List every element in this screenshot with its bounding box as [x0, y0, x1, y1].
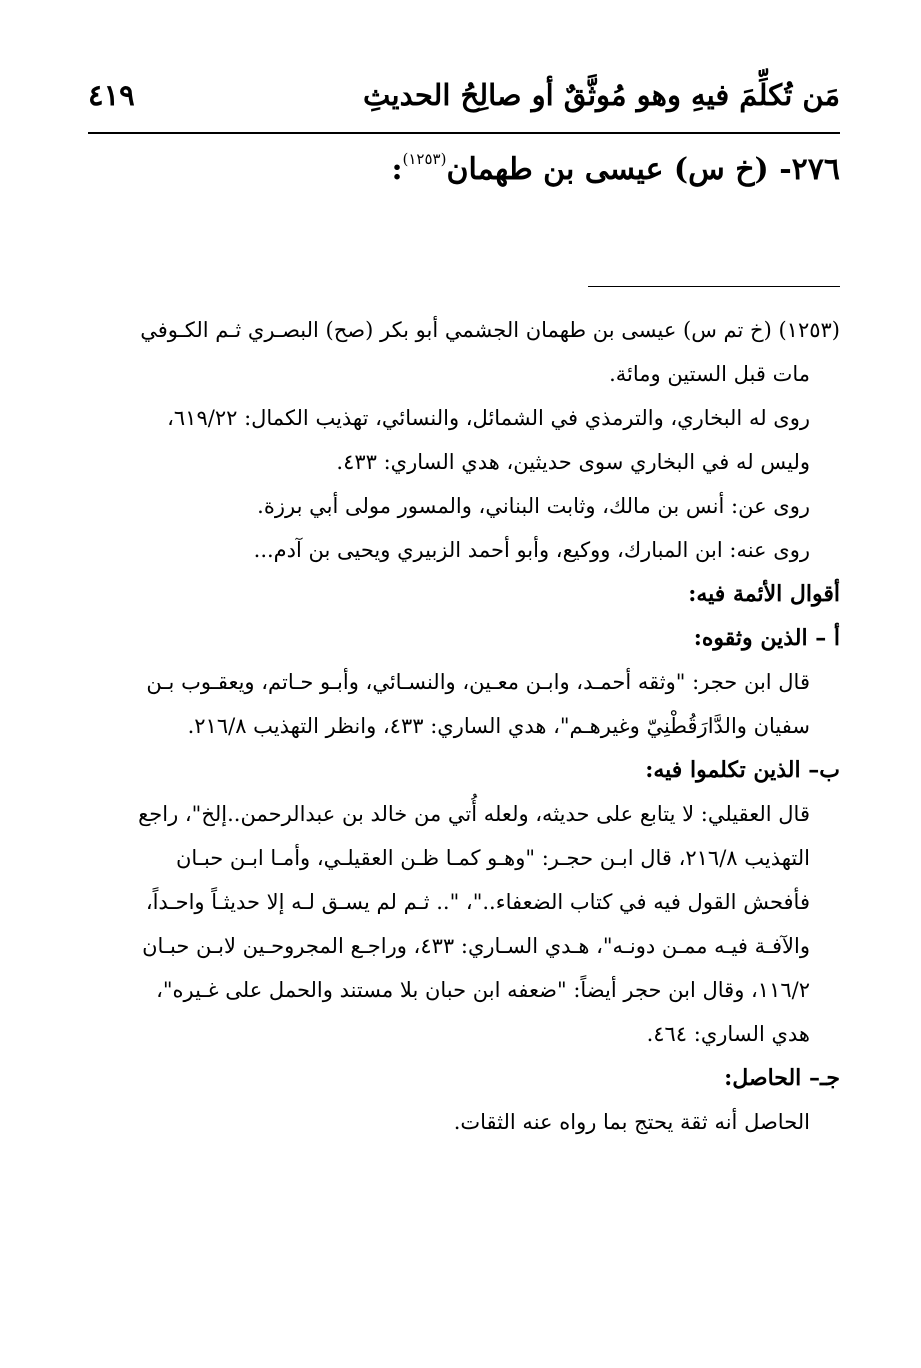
section-heading-imams: أقوال الأئمة فيه:	[688, 581, 840, 607]
entry-title-text: ٢٧٦- (خ س) عيسى بن طهمان	[446, 152, 840, 187]
footnote-body	[88, 308, 840, 1144]
section-b-line: فأفحش القول فيه في كتاب الضعفاء.."، ".. ثـم لم يسـق لـه إلا حديثـاً واحـداً،	[145, 890, 810, 914]
footnote-line: وليس له في البخاري سوى حديثين، هدي الساري: ٤٣٣.	[336, 450, 810, 474]
section-b-line: ١١٦/٢، وقال ابن حجر أيضاً: "ضعفه ابن حبان بلا مستند والحمل على غـيره"،	[156, 978, 810, 1002]
section-heading-b: ب– الذين تكلموا فيه:	[645, 757, 840, 783]
footnote-line: روى له البخاري، والترمذي في الشمائل، والنسائي، تهذيب الكمال: ٦١٩/٢٢،	[167, 406, 810, 430]
page-header	[88, 72, 840, 132]
footnote-line: (١٢٥٣) (خ تم س) عيسى بن طهمان الجشمي أبو بكر (صح) البصـري ثـم الكـوفي	[140, 318, 840, 342]
footnote-line: روى عن: أنس بن مالك، وثابت البناني، والمسور مولى أبي برزة.	[257, 494, 810, 518]
page-number: ٤١٩	[88, 78, 135, 112]
section-a-line: سفيان والدَّارَقُطْنِيّ وغيرهـم"، هدي الساري: ٤٣٣، وانظر التهذيب ٢١٦/٨.	[187, 714, 810, 738]
header-rule	[88, 132, 840, 134]
section-b-line: التهذيب ٢١٦/٨، قال ابـن حجـر: "وهـو كمـا ظـن العقيلـي، وأمـا ابـن حبـان	[175, 846, 810, 870]
entry-title-colon: :	[391, 152, 403, 187]
footnote-rule	[588, 286, 840, 287]
section-b-line: والآفـة فيـه ممـن دونـه"، هـدي السـاري: ٤٣٣، وراجـع المجروحـين لابـن حبـان	[142, 934, 810, 958]
section-heading-a: أ – الذين وثقوه:	[693, 625, 840, 651]
section-c-line: الحاصل أنه ثقة يحتج بما رواه عنه الثقات.	[453, 1110, 810, 1134]
entry-title	[88, 152, 840, 187]
section-b-line: هدي الساري: ٤٦٤.	[646, 1022, 810, 1046]
footnote-reference: (١٢٥٣)	[402, 150, 447, 168]
section-a-line: قال ابن حجر: "وثقه أحمـد، وابـن معـين، والنسـائي، وأبـو حـاتم، ويعقـوب بـن	[146, 670, 810, 694]
footnote-line: مات قبل الستين ومائة.	[609, 362, 810, 386]
section-b-line: قال العقيلي: لا يتابع على حديثه، ولعله أُتي من خالد بن عبدالرحمن..إلخ"، راجع	[138, 802, 810, 826]
running-title: مَن تُكلِّمَ فيهِ وهو مُوثَّقٌ أو صالِحُ الحديثِ	[363, 78, 840, 112]
footnote-line: روى عنه: ابن المبارك، ووكيع، وأبو أحمد الزبيري ويحيى بن آدم...	[253, 538, 810, 562]
section-heading-c: جـ– الحاصل:	[724, 1065, 840, 1091]
